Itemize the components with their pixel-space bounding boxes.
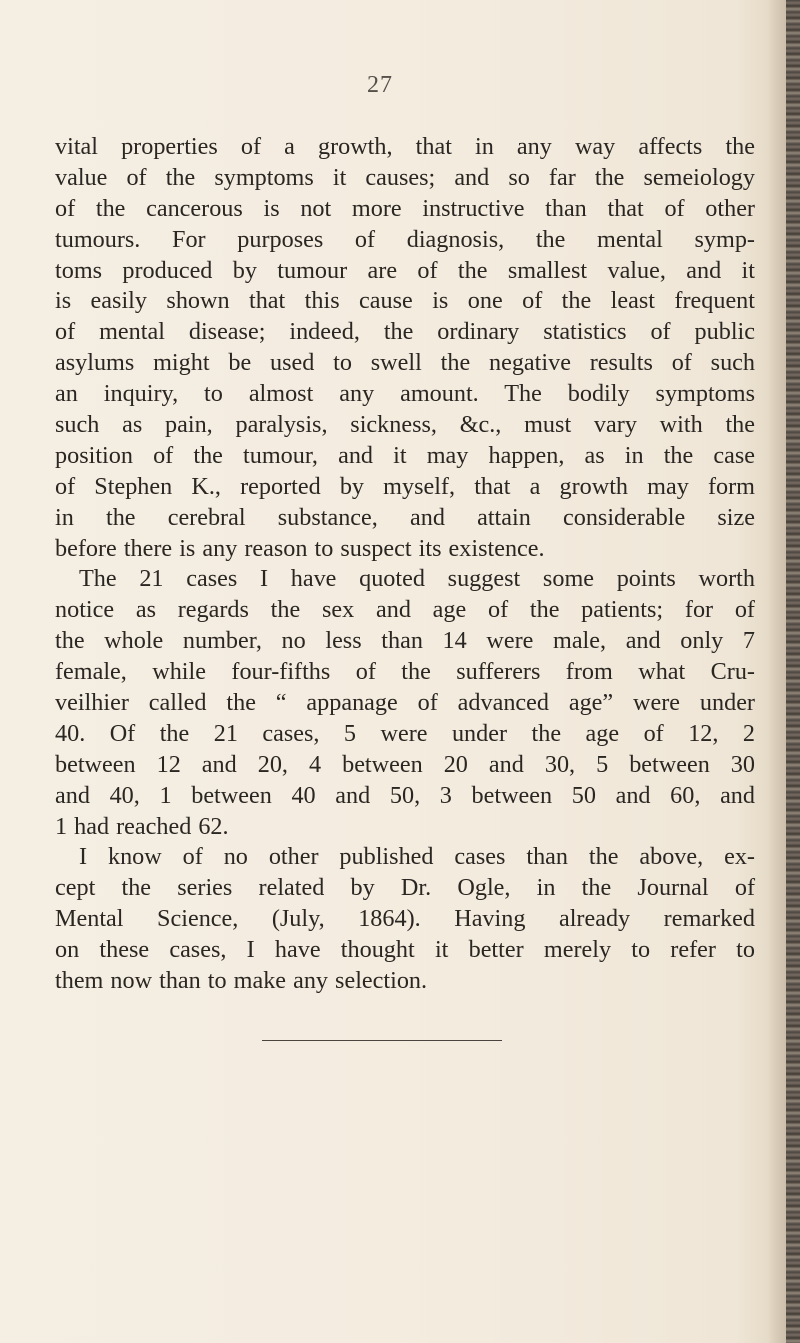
text-line: of mental disease; indeed, the ordinary statistics of public [55, 318, 755, 346]
text-line: and 40, 1 between 40 and 50, 3 between 50 and 60, and [55, 781, 755, 809]
text-line: before there is any reason to suspect its existence. [55, 534, 545, 562]
text-line: vital properties of a growth, that in any way affects the [55, 133, 755, 160]
text-line: an inquiry, to almost any amount. The bodily symptoms [55, 380, 755, 408]
text-line: position of the tumour, and it may happen, as in the case [55, 441, 755, 469]
text-line: them now than to make any selection. [55, 967, 428, 995]
body-text [55, 132, 755, 997]
text-line: veilhier called the “ appanage of advanced age” were under [55, 689, 755, 717]
text-line: value of the symptoms it causes; and so far the semeiology [55, 163, 755, 191]
text-line: female, while four-fifths of the sufferers from what Cru- [55, 658, 755, 686]
section-end-rule [262, 1040, 502, 1041]
binding-shadow [768, 0, 786, 1343]
text-line: of Stephen K., reported by myself, that a growth may form [55, 472, 755, 500]
text-line: such as pain, paralysis, sickness, &c., must vary with the [55, 411, 755, 439]
paragraph-first-line: I know of no other published cases than the above, ex- [79, 843, 755, 871]
text-line: is easily shown that this cause is one of the least frequent [55, 287, 755, 315]
text-line: in the cerebral substance, and attain considerable size [55, 503, 755, 531]
text-line: of the cancerous is not more instructive than that of other [55, 194, 755, 222]
text-line: on these cases, I have thought it better merely to refer to [55, 936, 755, 964]
text-line: 1 had reached 62. [55, 812, 229, 840]
text-line: between 12 and 20, 4 between 20 and 30, 5 between 30 [55, 750, 755, 778]
text-line: tumours. For purposes of diagnosis, the mental symp- [55, 225, 755, 253]
text-line: Mental Science, (July, 1864). Having already remarked [55, 905, 755, 933]
text-line: 40. Of the 21 cases, 5 were under the age of 12, 2 [55, 719, 755, 747]
text-line: the whole number, no less than 14 were male, and only 7 [55, 627, 755, 655]
text-line: asylums might be used to swell the negative results of such [55, 349, 755, 377]
text-line: cept the series related by Dr. Ogle, in the Journal of [55, 874, 755, 902]
book-binding-edge [786, 0, 800, 1343]
text-line: notice as regards the sex and age of the patients; for of [55, 596, 755, 624]
page-number: 27 [367, 72, 393, 98]
text-line: toms produced by tumour are of the smallest value, and it [55, 256, 755, 284]
paragraph-first-line: The 21 cases I have quoted suggest some points worth [79, 565, 755, 593]
